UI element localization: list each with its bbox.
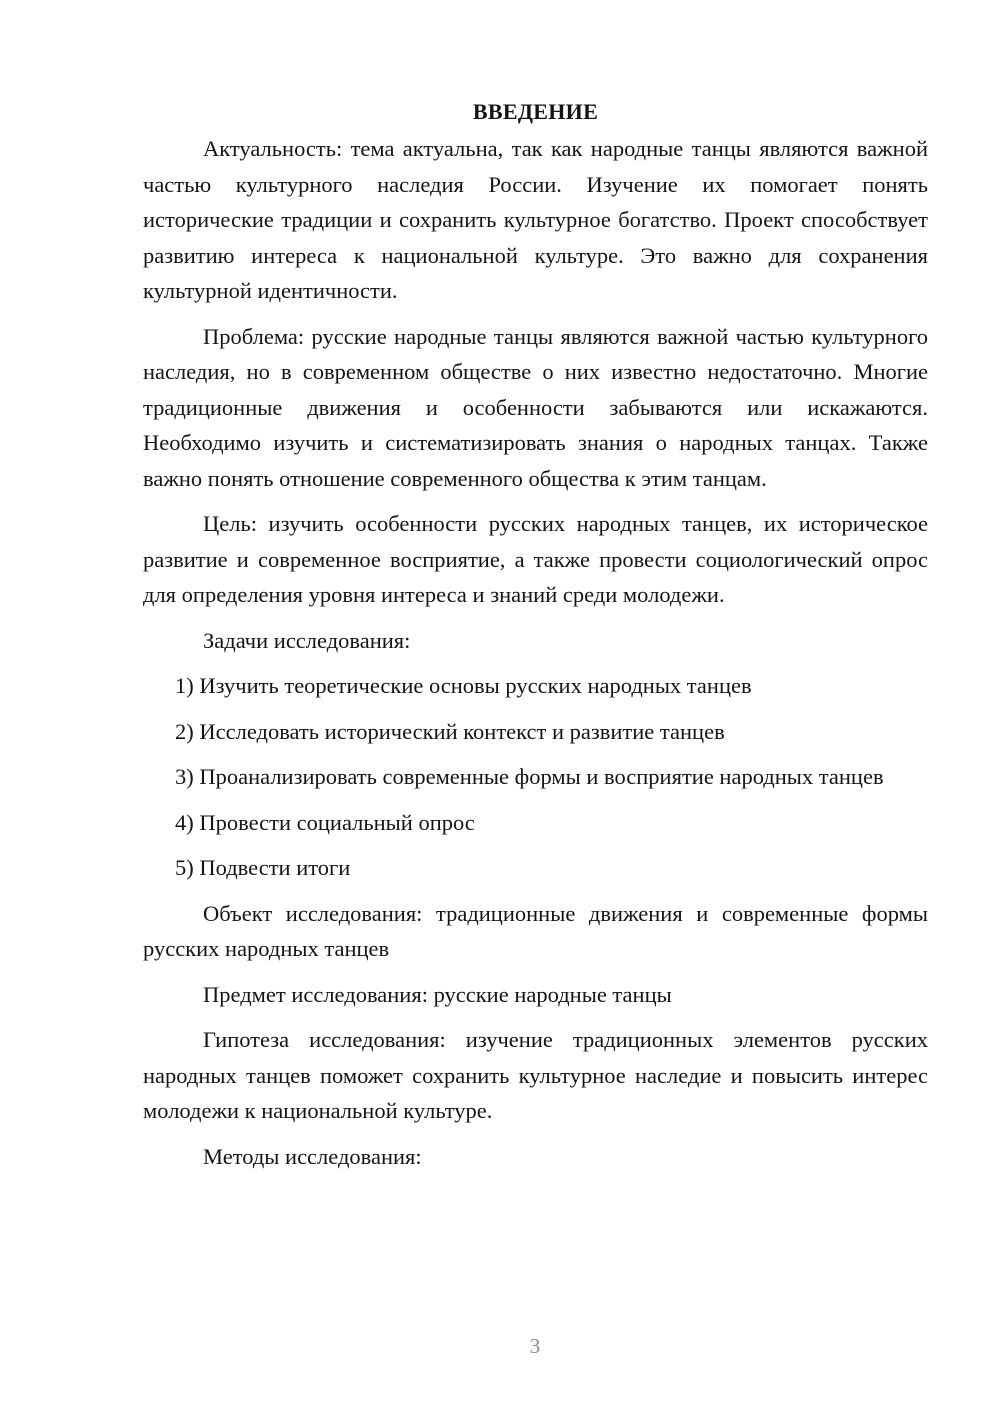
goal-paragraph: Цель: изучить особенности русских народных танцев, их историческое развитие и современное восприятие, а также провести социологический опрос для определения уровня интереса и знаний среди молодежи. xyxy=(143,511,928,607)
subject-paragraph: Предмет исследования: русские народные танцы xyxy=(203,981,672,1007)
hypothesis-paragraph: Гипотеза исследования: изучение традиционных элементов русских народных танцев поможет сохранить культурное наследие и повысить интерес молодежи к национальной культуре. xyxy=(143,1027,928,1123)
methods-paragraph: Методы исследования: xyxy=(203,1143,422,1169)
page-content xyxy=(143,94,928,1174)
tasks-title: Задачи исследования: xyxy=(203,627,411,653)
task-item-4: 4) Провести социальный опрос xyxy=(175,809,475,835)
relevance-paragraph: Актуальность: тема актуальна, так как народные танцы являются важной частью культурного наследия России. Изучение их помогает понять исторические традиции и сохранить культурное богатство. Проект способствует развитию интереса к национальной культуре. Это важно для сохранения культурной идентичности. xyxy=(143,136,928,303)
task-item-5: 5) Подвести итоги xyxy=(175,855,351,880)
task-item-3: 3) Проанализировать современные формы и восприятие народных танцев xyxy=(175,764,884,789)
page-number: 3 xyxy=(529,1334,541,1358)
section-heading: ВВЕДЕНИЕ xyxy=(472,99,599,124)
object-paragraph: Объект исследования: традиционные движения и современные формы русских народных танцев xyxy=(143,900,928,961)
task-item-1: 1) Изучить теоретические основы русских народных танцев xyxy=(175,673,752,698)
problem-paragraph: Проблема: русские народные танцы являются важной частью культурного наследия, но в современном обществе о них известно недостаточно. Многие традиционные движения и особенности забываются или искажаются. Необходимо изучить и систематизировать знания о народных танцах. Также важно понять отношение современного общества к этим танцам. xyxy=(143,323,928,491)
task-item-2: 2) Исследовать исторический контекст и развитие танцев xyxy=(175,718,725,744)
